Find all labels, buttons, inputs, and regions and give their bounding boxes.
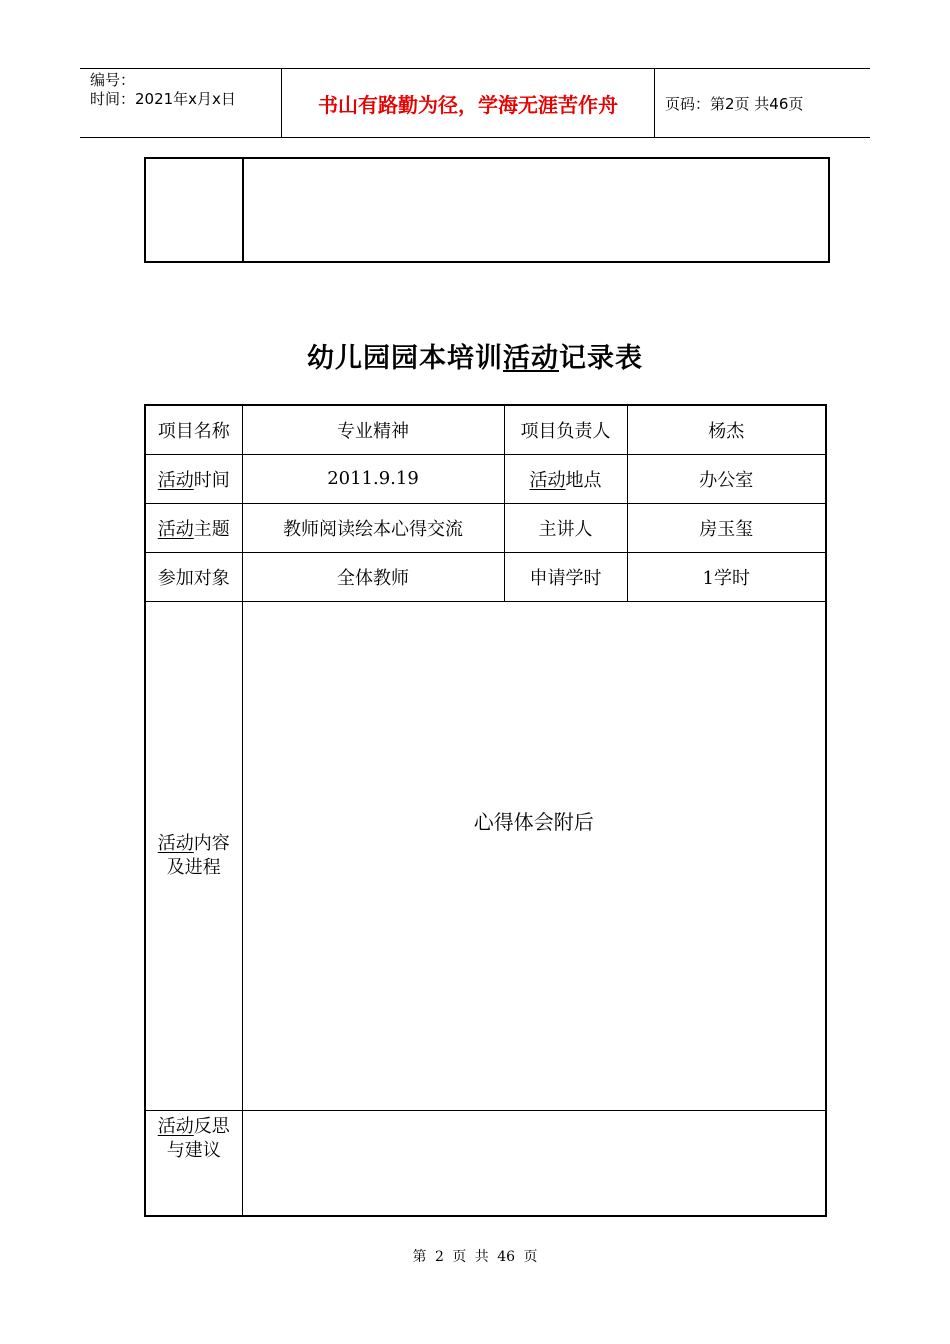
cell-label: 申请学时 xyxy=(504,552,627,601)
table-row xyxy=(145,503,826,552)
cell-label xyxy=(145,503,242,552)
header-page-info: 页码：第2页 共46页 xyxy=(665,94,804,113)
cell-value: 办公室 xyxy=(627,454,826,503)
label-text: 及进程 xyxy=(166,856,221,878)
cell-label: 项目名称 xyxy=(145,405,242,454)
page-header xyxy=(80,68,870,138)
label-underlined: 活动 xyxy=(157,832,194,854)
table-divider xyxy=(242,159,244,261)
reflection-cell xyxy=(242,1110,826,1216)
cell-value: 专业精神 xyxy=(242,405,504,454)
table-row-reflection xyxy=(145,1110,826,1216)
title-part: 幼儿园园本培训 xyxy=(307,343,503,374)
label-underlined: 活动 xyxy=(157,469,194,491)
cell-label: 项目负责人 xyxy=(504,405,627,454)
table-row xyxy=(145,552,826,601)
cell-label: 主讲人 xyxy=(504,503,627,552)
content-cell xyxy=(242,601,826,1110)
cell-value: 1学时 xyxy=(627,552,826,601)
table-row xyxy=(145,405,826,454)
cell-value: 全体教师 xyxy=(242,552,504,601)
record-table xyxy=(144,404,827,1217)
cell-value: 房玉玺 xyxy=(627,503,826,552)
label-text: 地点 xyxy=(565,469,602,491)
cell-value: 教师阅读绘本心得交流 xyxy=(242,503,504,552)
cell-value: 杨杰 xyxy=(627,405,826,454)
label-text: 与建议 xyxy=(166,1139,221,1161)
title-part: 记录表 xyxy=(559,343,643,374)
cell-label xyxy=(504,454,627,503)
label-underlined: 活动 xyxy=(157,1115,194,1137)
cell-label xyxy=(145,601,242,1110)
cell-label xyxy=(145,454,242,503)
cell-value: 2011.9.19 xyxy=(242,454,504,503)
content-text: 心得体会附后 xyxy=(473,810,594,834)
label-underlined: 活动 xyxy=(529,469,566,491)
label-text: 反思 xyxy=(193,1115,230,1137)
page-title xyxy=(0,336,950,375)
cell-label: 参加对象 xyxy=(145,552,242,601)
previous-table-fragment xyxy=(144,157,830,263)
label-text: 时间 xyxy=(193,469,230,491)
label-text: 内容 xyxy=(193,832,230,854)
time-label: 时间：2021年x月x日 xyxy=(90,90,236,108)
table-row-content xyxy=(145,601,826,1110)
label-text: 主题 xyxy=(193,518,230,540)
cell-label xyxy=(145,1110,242,1216)
header-meta xyxy=(80,69,280,137)
label-underlined: 活动 xyxy=(157,518,194,540)
page-footer: 第 2 页 共 46 页 xyxy=(412,1249,538,1265)
title-part: 活动 xyxy=(503,343,559,374)
header-divider xyxy=(654,69,655,137)
table-row xyxy=(145,454,826,503)
number-label: 编号： xyxy=(90,71,136,89)
header-motto: 书山有路勤为径，学海无涯苦作舟 xyxy=(318,92,618,117)
